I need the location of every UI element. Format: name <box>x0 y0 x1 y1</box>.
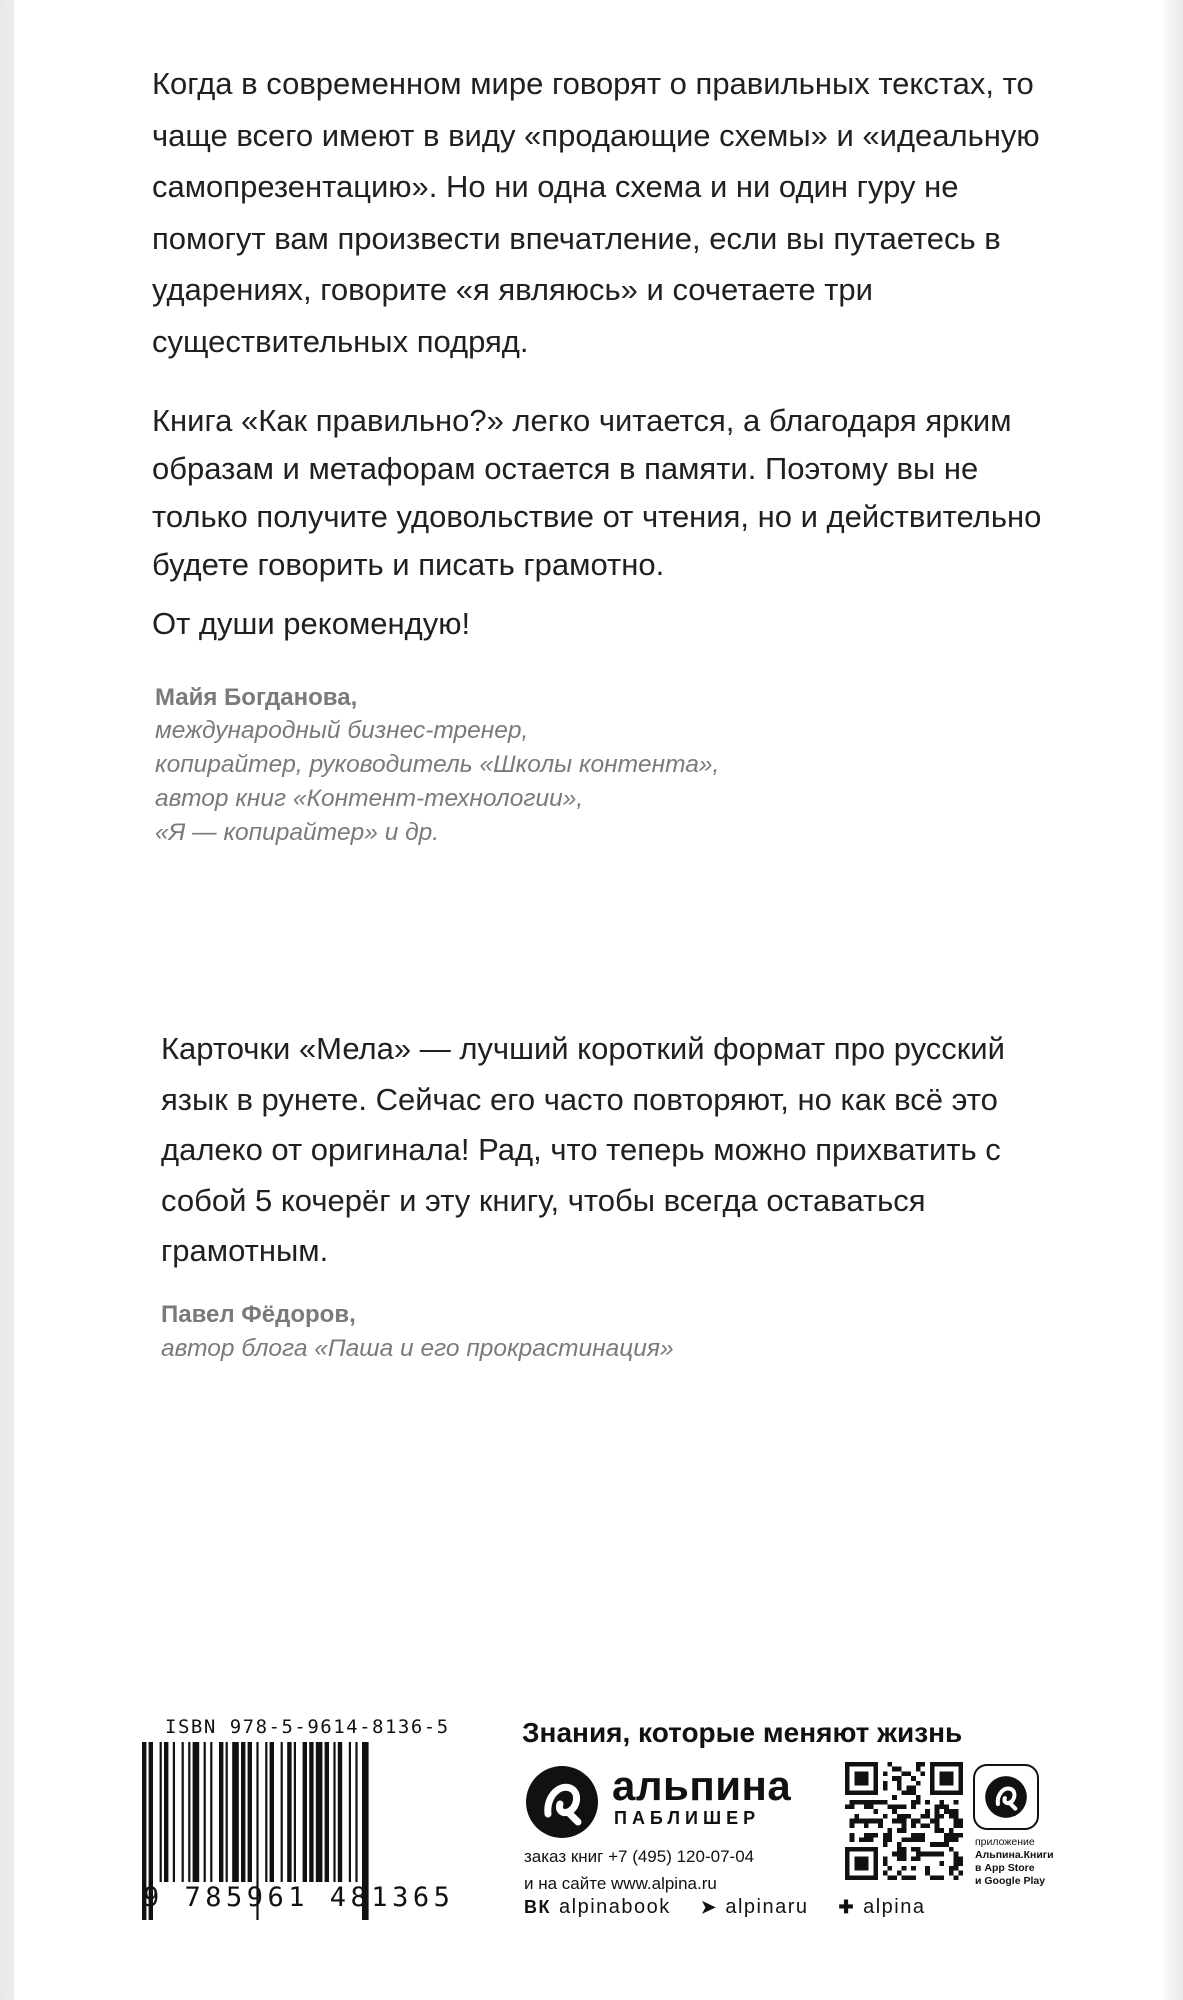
review1-author-line: копирайтер, руководитель «Школы контента», <box>155 751 720 778</box>
social-label: alpina <box>863 1895 926 1918</box>
review2-author-line: автор блога «Паша и его прокрастинация» <box>161 1335 674 1362</box>
order-website: и на сайте www.alpina.ru <box>524 1874 717 1893</box>
vk-icon: ВК <box>524 1896 551 1917</box>
app-store-text <box>975 1836 1065 1888</box>
publisher-subname: ПАБЛИШЕР <box>614 1808 761 1828</box>
review1-paragraph-3: От души рекомендую! <box>152 606 471 641</box>
alpina-app-icon <box>973 1764 1039 1830</box>
social-label: alpinaru <box>725 1895 809 1918</box>
review2-paragraph: Карточки «Мела» — лучший короткий формат про русский язык в рунете. Сейчас его часто повторяют, но как всё это далеко от оригинала! Рад, что теперь можно прихватить с собой 5 кочерёг и эту книгу, чтобы всегда оставаться грамотным. <box>161 1031 1005 1268</box>
app-text-line: в App Store <box>975 1862 1035 1874</box>
review1-author-line: автор книг «Контент-технологии», <box>155 785 584 812</box>
telegram-icon: ➤ <box>700 1896 718 1917</box>
qr-code <box>845 1762 963 1880</box>
order-phone: заказ книг +7 (495) 120-07-04 <box>524 1847 755 1866</box>
review1-author: Майя Богданова, <box>155 684 358 711</box>
review1-author-line: «Я — копирайтер» и др. <box>155 819 440 846</box>
qr-code-graphic <box>845 1762 963 1880</box>
review1-author-line: международный бизнес-тренер, <box>155 717 529 744</box>
publisher-slogan: Знания, которые меняют жизнь <box>522 1717 963 1748</box>
review1-paragraph-1: Когда в современном мире говорят о правильных текстах, то чаще всего имеют в виду «продающие схемы» и «идеальную самопрезентацию». Но ни одна схема и ни один гуру не помогут вам произвести впечатление, если вы путаетесь в ударениях, говорите «я являюсь» и сочетаете три существительных подряд. <box>152 66 1040 359</box>
ean-digits: 9 785961 481365 <box>143 1882 455 1913</box>
dzen-icon: ✚ <box>838 1896 856 1917</box>
app-text-line: Альпина.Книги <box>975 1849 1054 1861</box>
order-info <box>524 1843 754 1897</box>
app-text-line: и Google Play <box>975 1875 1046 1887</box>
app-text-line: приложение <box>975 1836 1035 1848</box>
publisher-name: альпина <box>612 1762 792 1809</box>
page-edge-right <box>1163 0 1183 2000</box>
review2-author: Павел Фёдоров, <box>161 1301 356 1328</box>
social-label: alpinabook <box>559 1895 671 1918</box>
social-dzen[interactable] <box>839 1896 926 1919</box>
isbn-label: ISBN 978-5-9614-8136-5 <box>165 1716 450 1738</box>
review1-paragraph-2: Книга «Как правильно?» легко читается, а благодаря ярким образам и метафорам остается в памяти. Поэтому вы не только получите удовольствие от чтения, но и действительно будете говорить и писать грамотно. <box>152 403 1042 582</box>
social-links <box>524 1892 926 1922</box>
social-vk[interactable] <box>524 1896 671 1919</box>
social-telegram[interactable] <box>701 1896 809 1919</box>
alpina-logo-icon <box>524 1764 600 1840</box>
